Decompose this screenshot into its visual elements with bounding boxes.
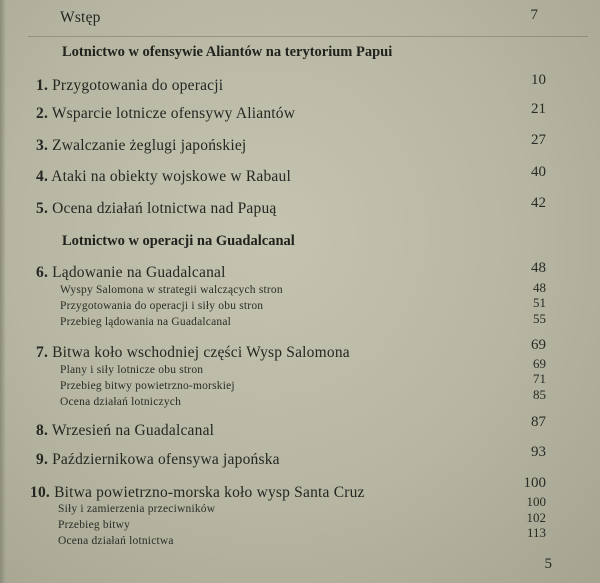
toc-entry-5 (36, 200, 276, 218)
subsection-page: 51 (533, 295, 546, 310)
subsection-title: Ocena działań lotniczych (60, 396, 182, 408)
chapter-4-page: 40 (531, 164, 546, 180)
toc-entry-8 (36, 422, 214, 440)
chapter-1-page: 10 (531, 72, 546, 88)
intro-title: Wstęp (60, 9, 101, 26)
subsection-page: 100 (526, 494, 546, 509)
chapter-title: Wsparcie lotnicze ofensywy Aliantów (51, 105, 296, 122)
chapter-number: 2. (36, 105, 49, 122)
chapter-8-page: 87 (531, 414, 546, 430)
chapter-2-page: 21 (531, 101, 546, 117)
subsection-title: Przebieg bitwy (58, 519, 131, 531)
subsection-page: 71 (533, 371, 546, 386)
chapter-number: 10. (30, 484, 50, 501)
subsection-title: Wyspy Salomona w strategii walczących stron (60, 284, 283, 296)
header-divider (28, 36, 588, 37)
chapter-title: Lądowanie na Guadalcanal (52, 264, 226, 281)
subsection-title: Przebieg bitwy powietrzno-morskiej (60, 380, 235, 392)
toc-entry-6 (36, 264, 226, 282)
toc-entry-1 (36, 77, 223, 95)
subsection-title: Ocena działań lotnictwa (58, 535, 174, 547)
chapter-number: 9. (36, 451, 49, 468)
chapter-number: 4. (36, 168, 49, 185)
chapter-title: Wrzesień na Guadalcanal (51, 422, 215, 439)
toc-entry-2 (36, 105, 295, 123)
toc-entry-9 (36, 451, 280, 469)
subsection-page: 113 (526, 525, 546, 540)
chapter-7-page: 69 (531, 337, 546, 353)
chapter-number: 5. (36, 200, 49, 217)
chapter-3-page: 27 (531, 132, 546, 148)
chapter-10-page: 100 (523, 475, 546, 491)
chapter-5-page: 42 (531, 195, 546, 211)
chapter-title: Zwalczanie żeglugi japońskiej (52, 137, 247, 154)
subsection-page: 102 (526, 510, 546, 525)
chapter-number: 1. (36, 77, 49, 94)
chapter-number: 8. (36, 422, 49, 439)
chapter-number: 7. (36, 344, 49, 361)
chapter-title: Październikowa ofensywa japońska (52, 451, 280, 468)
subsection-page: 85 (533, 387, 546, 402)
chapter-6-page: 48 (531, 260, 546, 276)
toc-entry-7 (36, 344, 350, 362)
chapter-number: 6. (36, 264, 49, 281)
toc-entry-3 (36, 137, 246, 155)
subsection-page: 48 (533, 280, 546, 295)
chapter-9-page: 93 (531, 444, 546, 460)
chapter-title: Ataki na obiekty wojskowe w Rabaul (51, 168, 291, 185)
subsection-page: 69 (533, 356, 546, 371)
page-number: 5 (544, 556, 552, 572)
section1-heading: Lotnictwo w ofensywie Aliantów na terytorium Papui (62, 44, 393, 60)
subsection-title: Plany i siły lotnicze obu stron (60, 364, 204, 376)
subsection-page: 55 (533, 311, 546, 326)
chapter-title: Przygotowania do operacji (52, 77, 224, 94)
subsection-title: Siły i zamierzenia przeciwników (58, 503, 216, 515)
subsection-title: Przebieg lądowania na Guadalcanal (60, 316, 232, 328)
toc-entry-4 (36, 168, 291, 186)
subsection-title: Przygotowania do operacji i siły obu stron (60, 300, 264, 312)
intro-page: 7 (530, 7, 538, 23)
toc-entry-10 (30, 484, 365, 502)
chapter-title: Bitwa koło wschodniej części Wysp Salomona (52, 344, 350, 361)
section2-heading: Lotnictwo w operacji na Guadalcanal (62, 233, 295, 249)
chapter-title: Bitwa powietrzno-morska koło wysp Santa Cruz (54, 484, 365, 501)
chapter-title: Ocena działań lotnictwa nad Papuą (52, 200, 277, 217)
page-edge-shadow (0, 0, 6, 583)
chapter-number: 3. (36, 137, 49, 154)
